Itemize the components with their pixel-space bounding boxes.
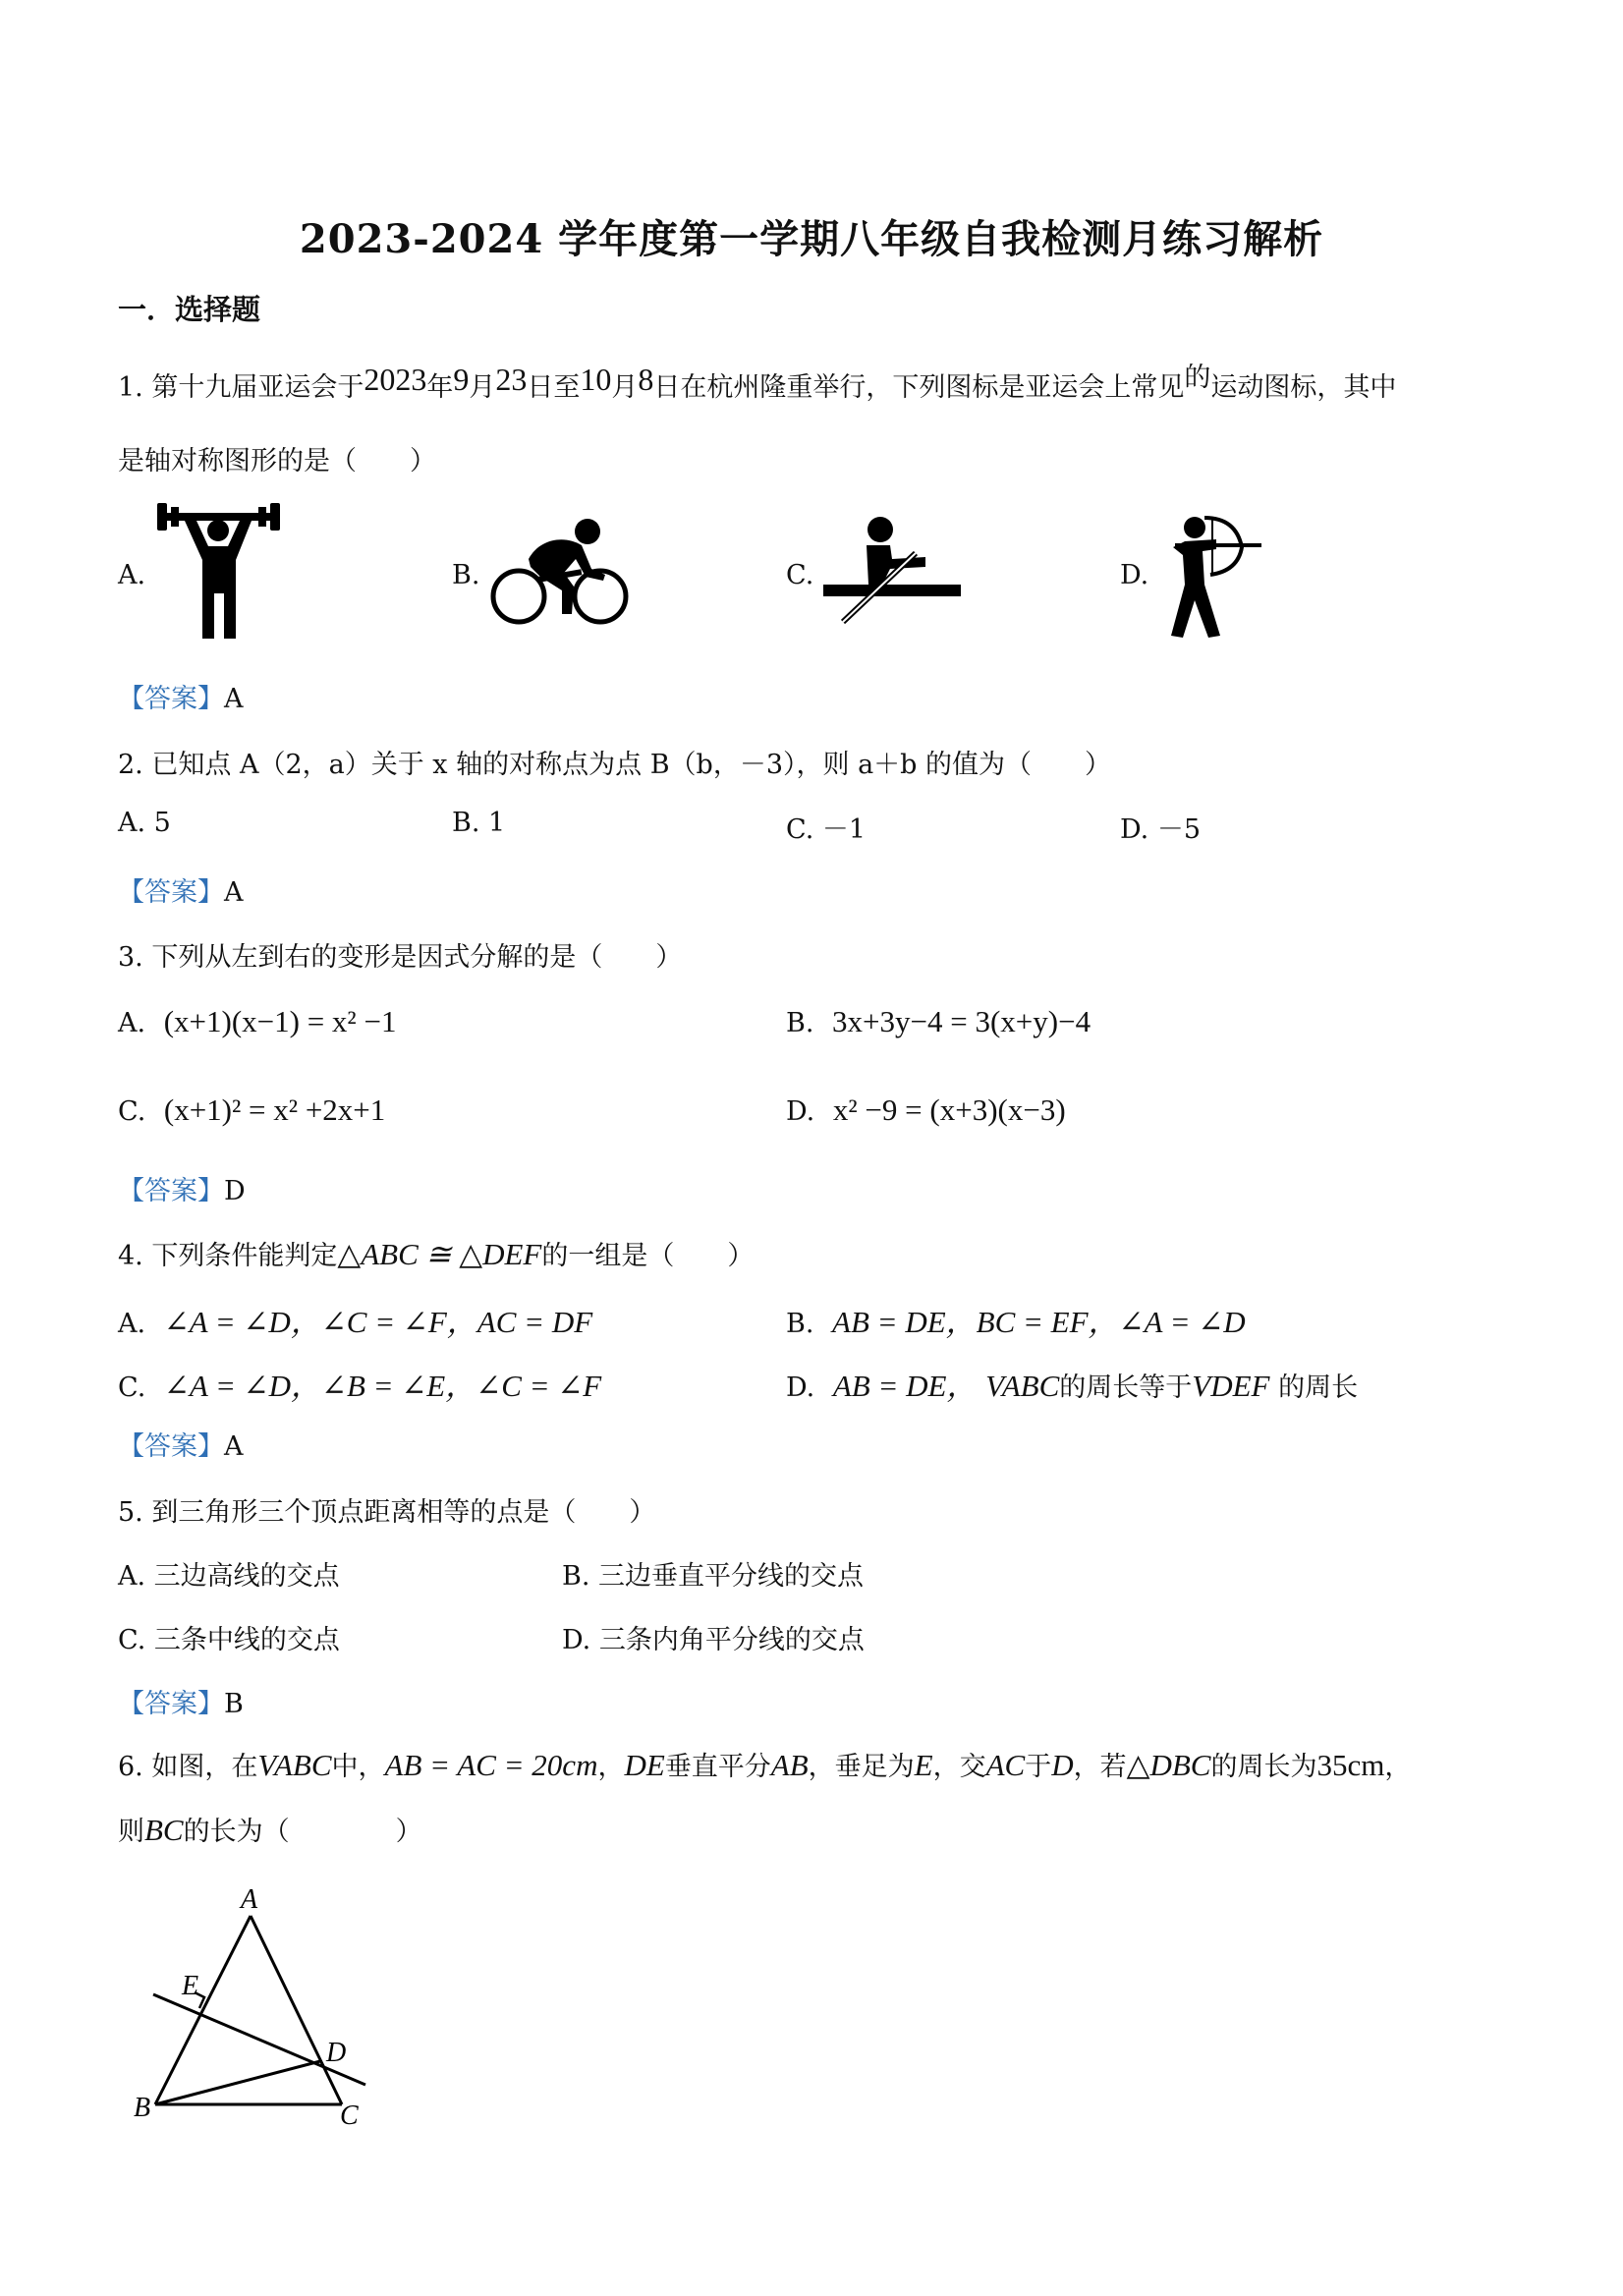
q3-number: 3. (118, 942, 143, 973)
q4-text-a: 下列条件能判定 (151, 1241, 338, 1271)
rowing-icon (823, 516, 961, 629)
q5-answer (118, 1682, 244, 1720)
q3-option-c (118, 1092, 385, 1128)
cycling-icon (489, 516, 632, 629)
q2-answer (118, 870, 244, 909)
q3-stem (118, 935, 682, 974)
q3-option-b-label: B. (786, 1008, 814, 1038)
q4-option-d-text-c: 的周长 (1278, 1372, 1359, 1403)
q1-option-d-label: D. (1120, 560, 1149, 590)
q4-option-b-math: AB = DE，BC = EF，∠A = ∠D (832, 1305, 1246, 1339)
answer-bracket-close: 】 (197, 877, 224, 908)
answer-label: 答案 (144, 1176, 197, 1206)
q3-answer (118, 1169, 246, 1207)
q3-option-d-math: x² −9 = (x+3)(x−3) (832, 1092, 1066, 1127)
q4-option-c-label: C. (118, 1372, 146, 1403)
q1-text-a: 第十九届亚运会于 (151, 372, 364, 403)
q4-option-d-math-a: AB = DE， (832, 1369, 978, 1403)
q4-text-b: 的一组是（ ） (541, 1241, 755, 1271)
q4-option-c (118, 1361, 601, 1405)
q1-nian: 年 (426, 372, 454, 403)
q6-line2-b: 的长为（ ） (183, 1817, 422, 1847)
q6-line2-a: 则 (118, 1817, 144, 1847)
q3-text: 下列从左到右的变形是因式分解的是（ ） (151, 942, 683, 973)
q3-option-b (786, 1004, 1091, 1039)
q4-option-a-label: A. (118, 1309, 146, 1339)
archery-icon (1159, 506, 1267, 639)
triangle-figure (128, 1886, 383, 2137)
q6-t6: ，交 (932, 1752, 986, 1782)
q3-answer-value: D (224, 1176, 246, 1206)
answer-label: 答案 (144, 1689, 197, 1719)
q6-t2: 中， (331, 1752, 385, 1782)
q6-t7: 于 (1025, 1752, 1052, 1782)
q3-option-c-math: (x+1)² = x² +2x+1 (163, 1092, 386, 1127)
q1-option-b-label: B. (452, 560, 480, 590)
answer-bracket-open: 【 (118, 1176, 144, 1206)
q4-option-d-math-b: VABC (985, 1369, 1060, 1403)
q3-option-a-label: A. (118, 1008, 146, 1038)
q1-year: 2023 (364, 362, 427, 397)
q4-option-d (786, 1361, 1358, 1405)
q6-m4: AB (770, 1748, 809, 1782)
q6-m7: D (1051, 1748, 1074, 1782)
q1-day2: 8 (638, 362, 654, 397)
q1-stem-line2: 是轴对称图形的是（ ） (118, 446, 436, 476)
q4-answer (118, 1425, 244, 1463)
q6-m9: 35cm (1316, 1748, 1385, 1782)
q2-answer-value: A (224, 877, 244, 908)
label-D: D (326, 2038, 347, 2068)
q5-number: 5. (118, 1497, 143, 1528)
label-A: A (241, 1886, 258, 1915)
answer-bracket-open: 【 (118, 684, 144, 714)
q4-option-d-math-c: VDEF (1192, 1369, 1270, 1403)
q4-answer-value: A (224, 1431, 244, 1462)
q1-yue1: 月 (469, 372, 496, 403)
q3-option-a (118, 1004, 396, 1039)
q1-text-b: 日在杭州隆重举行，下列图标是亚运会上常见 (653, 372, 1185, 403)
q3-option-d (786, 1092, 1066, 1128)
q6-stem-line2 (118, 1810, 422, 1848)
q2-number: 2. (118, 750, 143, 780)
q4-option-c-math: ∠A = ∠D，∠B = ∠E，∠C = ∠F (163, 1369, 602, 1403)
q6-line2-m: BC (144, 1813, 184, 1847)
q4-stem (118, 1234, 754, 1272)
answer-label: 答案 (144, 1431, 197, 1462)
q1-answer-value: A (224, 684, 244, 714)
q1-text-c: 运动图标，其中 (1210, 372, 1397, 403)
answer-bracket-close: 】 (197, 1431, 224, 1462)
q5-option-b: B. 三边垂直平分线的交点 (562, 1561, 865, 1592)
q4-number: 4. (118, 1241, 143, 1271)
answer-bracket-close: 】 (197, 1689, 224, 1719)
page-title: 2023-2024 学年度第一学期八年级自我检测月练习解析 (299, 216, 1324, 262)
q6-m3: DE (624, 1748, 665, 1782)
q6-t3: ， (597, 1752, 625, 1782)
q6-m2: AB = AC = 20cm (384, 1748, 598, 1782)
q5-option-a: A. 三边高线的交点 (118, 1561, 340, 1592)
answer-bracket-close: 】 (197, 684, 224, 714)
q6-m6: AC (985, 1748, 1026, 1782)
q6-t4: 垂直平分 (664, 1752, 771, 1782)
q1-number: 1. (118, 372, 143, 403)
q3-option-a-math: (x+1)(x−1) = x² −1 (163, 1004, 397, 1038)
q1-option-c-label: C. (786, 560, 814, 590)
q2-text: 已知点 A（2，a）关于 x 轴的对称点为点 B（b，－3），则 a＋b 的值为（ ） (151, 750, 1112, 780)
q1-month2: 10 (580, 362, 612, 397)
answer-bracket-open: 【 (118, 877, 144, 908)
label-B: B (134, 2093, 151, 2123)
q4-option-d-text-b: 的周长等于 (1059, 1372, 1193, 1403)
q2-option-d: D. －5 (1120, 814, 1202, 845)
answer-bracket-close: 】 (197, 1176, 224, 1206)
q1-de: 的 (1184, 363, 1211, 393)
q6-t9: 的周长为 (1210, 1752, 1317, 1782)
answer-label: 答案 (144, 877, 197, 908)
q4-option-a-math: ∠A = ∠D，∠C = ∠F，AC = DF (163, 1305, 593, 1339)
q6-m1: VABC (257, 1748, 332, 1782)
weightlifting-icon (157, 503, 280, 641)
q5-option-c: C. 三条中线的交点 (118, 1625, 340, 1655)
q6-t5: ，垂足为 (808, 1752, 915, 1782)
q4-option-a (118, 1297, 592, 1341)
q3-option-b-math: 3x+3y−4 = 3(x+y)−4 (832, 1004, 1091, 1038)
q1-month1: 9 (453, 362, 470, 397)
q2-option-a: A. 5 (118, 808, 171, 838)
q6-t10: ， (1384, 1752, 1412, 1782)
section-heading: 一．选择题 (118, 293, 261, 326)
q2-stem (118, 743, 1111, 781)
q6-m5: E (914, 1748, 933, 1782)
q5-text: 到三角形三个顶点距离相等的点是（ ） (151, 1497, 656, 1528)
q1-stem-line1 (118, 362, 1397, 404)
q2-option-b: B. 1 (452, 808, 506, 838)
q2-option-c: C. －1 (786, 814, 867, 845)
label-E: E (182, 1971, 199, 2001)
q6-stem-line1 (118, 1745, 1411, 1783)
q4-option-d-label: D. (786, 1372, 815, 1403)
q1-yue2: 月 (611, 372, 639, 403)
q3-option-c-label: C. (118, 1096, 146, 1127)
q6-t8: ，若 (1073, 1752, 1127, 1782)
q4-option-b-label: B. (786, 1309, 814, 1339)
answer-bracket-open: 【 (118, 1431, 144, 1462)
q5-answer-value: B (224, 1689, 244, 1719)
q3-option-d-label: D. (786, 1096, 815, 1127)
answer-label: 答案 (144, 684, 197, 714)
q5-option-d: D. 三条内角平分线的交点 (562, 1625, 865, 1655)
answer-bracket-open: 【 (118, 1689, 144, 1719)
q5-stem (118, 1490, 655, 1529)
q1-rizhi: 日至 (527, 372, 581, 403)
label-C: C (340, 2100, 359, 2131)
q6-t1: 如图，在 (151, 1752, 258, 1782)
q1-answer (118, 677, 244, 715)
q1-option-a-label: A. (118, 560, 146, 590)
q4-option-b (786, 1297, 1246, 1341)
q4-math: △ABC ≅ △DEF (337, 1237, 542, 1271)
q6-number: 6. (118, 1752, 143, 1782)
q6-m8: △DBC (1126, 1748, 1211, 1782)
q1-day1: 23 (495, 362, 528, 397)
